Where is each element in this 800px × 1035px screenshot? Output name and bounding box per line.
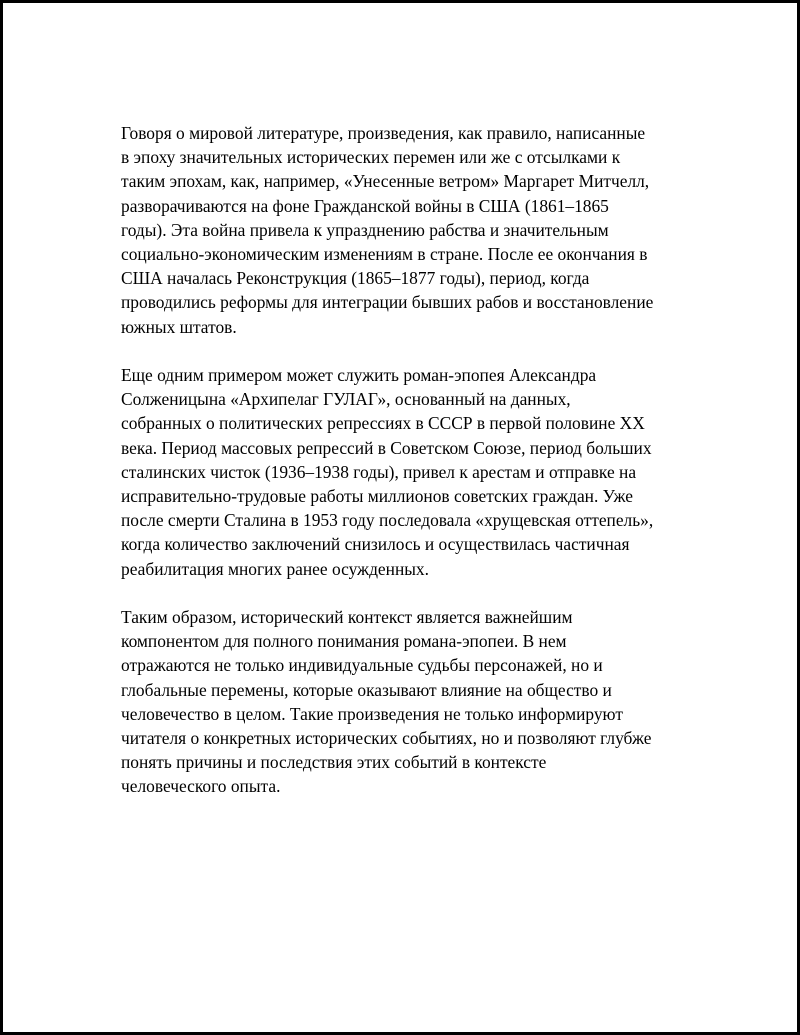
paragraph-1 (121, 121, 691, 339)
paragraph-line: отражаются не только индивидуальные судьбы персонажей, но и (121, 655, 603, 676)
paragraph-line: человеческого опыта. (121, 776, 281, 797)
paragraph-line: читателя о конкретных исторических событиях, но и позволяют глубже (121, 728, 652, 749)
paragraph-2 (121, 363, 691, 581)
paragraph-line: США началась Реконструкция (1865–1877 годы), период, когда (121, 268, 590, 289)
paragraph-line: разворачиваются на фоне Гражданской войны в США (1861–1865 (121, 195, 609, 216)
paragraph-line: в эпоху значительных исторических перемен или же с отсылками к (121, 147, 621, 168)
paragraph-line: таким эпохам, как, например, «Унесенные ветром» Маргарет Митчелл, (121, 171, 650, 192)
paragraph-line: годы). Эта война привела к упразднению рабства и значительным (121, 219, 609, 240)
paragraph-line: после смерти Сталина в 1953 году последовала «хрущевская оттепель», (121, 510, 654, 531)
paragraph-line: человечество в целом. Такие произведения не только информируют (121, 703, 623, 724)
paragraph-line: исправительно-трудовые работы миллионов советских граждан. Уже (121, 486, 633, 507)
paragraph-line: когда количество заключений снизилось и осуществилась частичная (121, 534, 630, 555)
paragraph-line: понять причины и последствия этих событий в контексте (121, 752, 547, 773)
paragraph-line: социально-экономическим изменениям в стране. После ее окончания в (121, 244, 648, 265)
paragraph-line: реабилитация многих ранее осужденных. (121, 558, 429, 579)
paragraph-line: сталинских чисток (1936–1938 годы), привел к арестам и отправке на (121, 461, 637, 482)
paragraph-line: Говоря о мировой литературе, произведения, как правило, написанные (121, 123, 646, 143)
paragraph-3 (121, 605, 691, 799)
paragraph-line: компонентом для полного понимания романа-эпопеи. В нем (121, 631, 567, 652)
paragraph-line: Таким образом, исторический контекст является важнейшим (121, 607, 573, 628)
paragraph-line: глобальные перемены, которые оказывают влияние на общество и (121, 679, 612, 700)
paragraph-line: собранных о политических репрессиях в СССР в первой половине XX (121, 413, 645, 434)
paragraph-line: проводились реформы для интеграции бывших рабов и восстановление (121, 292, 654, 313)
paragraph-line: Еще одним примером может служить роман-эпопея Александра (121, 365, 597, 386)
paragraph-line: века. Период массовых репрессий в Советском Союзе, период больших (121, 437, 652, 458)
paragraph-line: южных штатов. (121, 316, 237, 337)
paragraph-line: Солженицына «Архипелаг ГУЛАГ», основанный на данных, (121, 389, 571, 410)
document-body (121, 121, 691, 799)
